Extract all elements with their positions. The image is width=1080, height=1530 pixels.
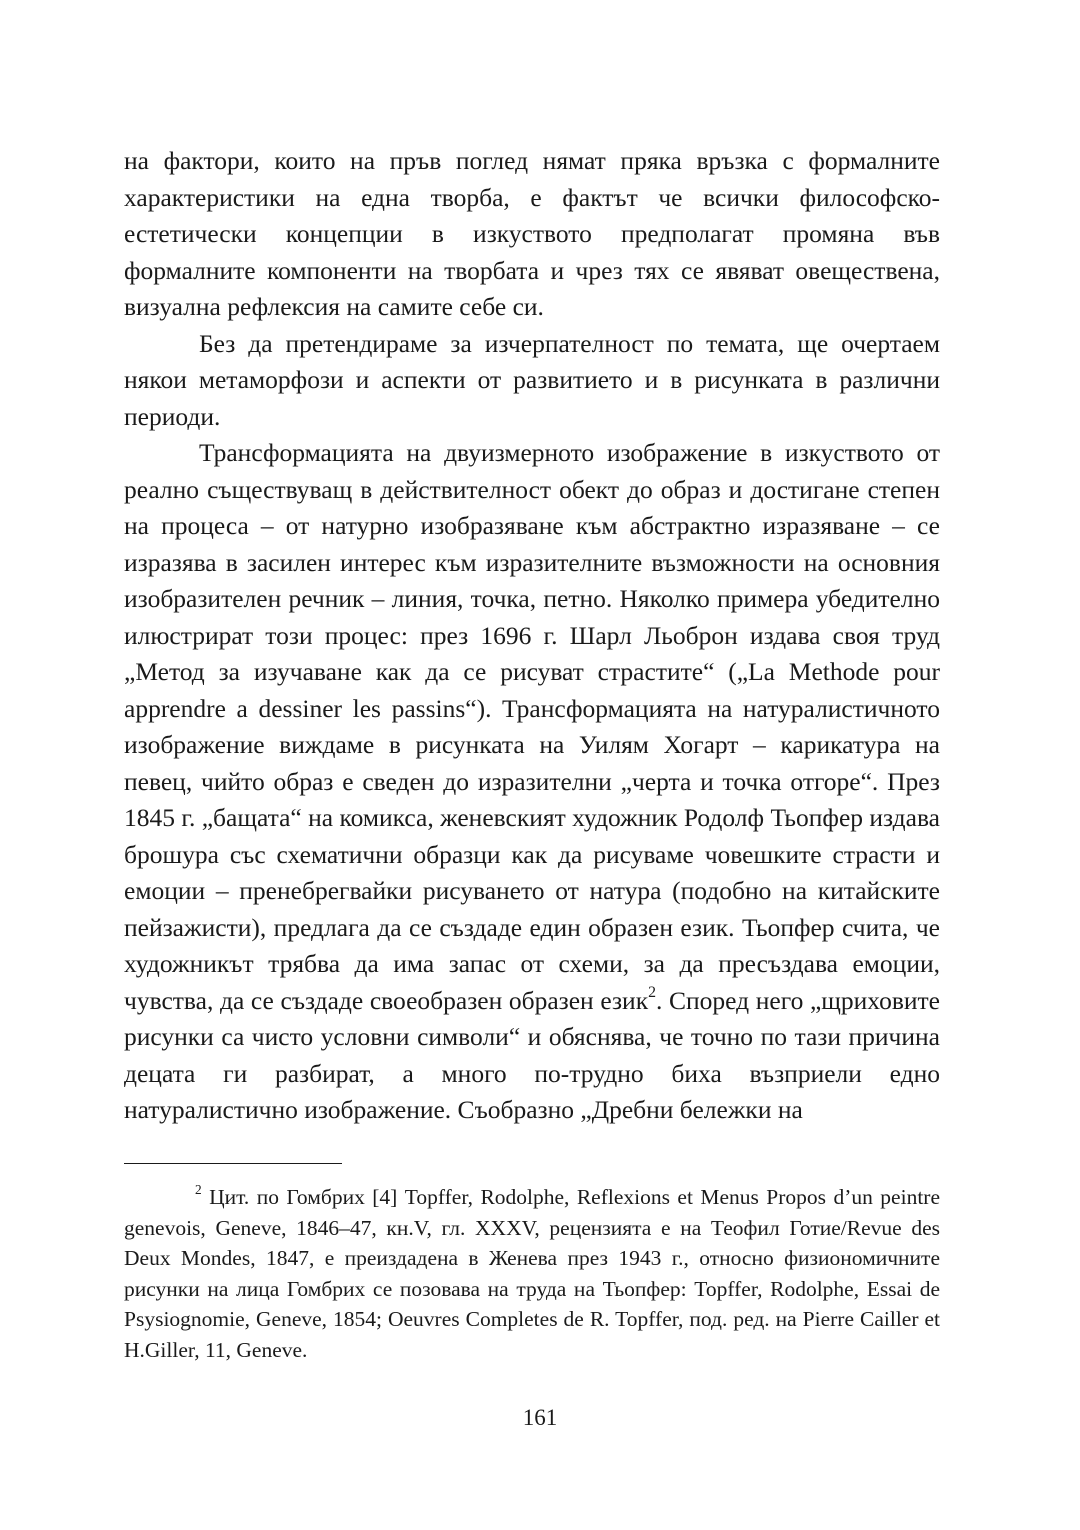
footnotes [124, 1182, 940, 1366]
paragraph-text: Трансформацията на двуизмерното изображение в изкуството от реално съществуващ в действителност обект до образ и достигане степен на процеса – от натурно изобразяване към абстрактно изразяване – се изразява в засилен интерес към изразителните възможности на основния изобразителен речник – линия, точка, петно. Няколко примера убедително илюстрират този процес: през 1696 г. Шарл Льоброн издава своя труд „Метод за изучаване как да се рисуват страстите“ („La Methode pour apprendre a dessiner les passins“). Трансформацията на натуралистичното изображение виждаме в рисунката на Уилям Хогарт – карикатура на певец, чийто образ е сведен до изразителни „черта и точка отгоре“. През 1845 г. „бащата“ на комикса, женевският художник Родолф Тьопфер издава брошура със схематични образци как да рисуваме човешките страсти и емоции – пренебрегвайки рисуването от натура (подобно на китайските пейзажисти), предлага да се създаде един образен език. Тьопфер счита, че художникът трябва да има запас от схеми, за да пресъздава емоции, чувства, да се създаде своеобразен образен език [124, 438, 940, 1015]
main-text [124, 143, 940, 1129]
paragraph [124, 435, 940, 1129]
paragraph-continuation: на фактори, които на пръв поглед нямат пряка връзка с формалните характеристики на една творба, е фактът че всички философско-естетически концепции в изкуството предполагат промяна във формалните компоненти на творбата и чрез тях се явяват овеществена, визуална рефлексия на самите себе си. [124, 146, 940, 321]
paragraph: Без да претендираме за изчерпателност по темата, ще очертаем някои метаморфози и аспекти от развитието и в рисунката в различни периоди. [124, 328, 940, 431]
paragraph-text: . Според него „щриховите рисунки са чисто условни символи“ и обяснява, че точно по тази причина децата ги разбират, а много по-трудно биха възприели едно натуралистично изображение. Съобразно „Дребни бележки на [124, 985, 940, 1124]
footnote-number: 2 [195, 1181, 202, 1197]
footnote-separator [124, 1163, 342, 1164]
footnote [124, 1182, 940, 1366]
page-body [124, 143, 940, 1129]
footnote-text: Цит. по Гомбрих [4] Topffer, Rodolphe, Reflexions et Menus Propos d’un peintre genevois, Geneve, 1846–47, кн.V, гл. XXXV, рецензията е на Теофил Готие/Revue des Deux Mondes, 1847, е преиздадена в Женева през 1943 г., относно физиономичните рисунки на лица Гомбрих се позовава на труда на Тьопфер: Topffer, Rodolphe, Essai de Psysiognomie, Geneve, 1854; Oeuvres Completes de R. Topffer, под. ред. на Pierre Cailler et H.Giller, 11, Geneve. [124, 1185, 940, 1362]
footnote-reference[interactable]: 2 [648, 983, 656, 1001]
page-number: 161 [522, 1405, 558, 1430]
